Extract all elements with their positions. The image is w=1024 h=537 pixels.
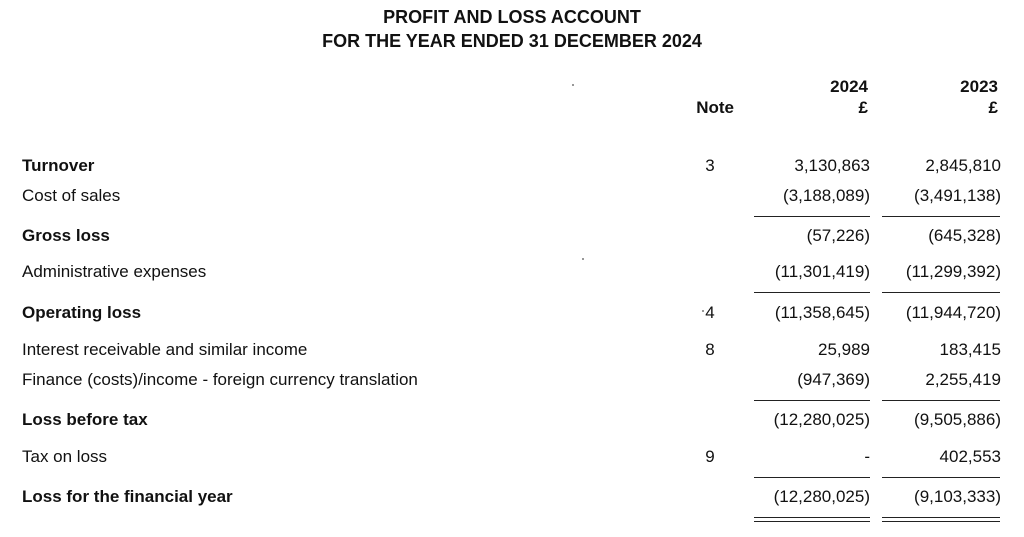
row-prior-value: 2,255,419 — [925, 370, 1001, 389]
subtotal-rule — [754, 400, 870, 401]
current-year-header: 2024 — [830, 77, 868, 96]
row-current-value: 25,989 — [818, 340, 870, 359]
scan-speck — [572, 84, 574, 86]
row-label: Cost of sales — [22, 186, 121, 205]
row-current-value: (57,226) — [806, 226, 870, 245]
scan-speck — [702, 310, 704, 312]
scan-speck — [582, 258, 584, 260]
prior-year-header: 2023 — [960, 77, 998, 96]
table-row — [0, 224, 1024, 248]
row-prior-value: (9,103,333) — [914, 487, 1001, 506]
row-current-value: (3,188,089) — [783, 186, 870, 205]
row-label: Gross loss — [22, 226, 110, 245]
subtotal-rule — [754, 292, 870, 293]
current-year-currency: £ — [858, 98, 868, 117]
row-prior-value: (645,328) — [928, 226, 1001, 245]
statement-period: FOR THE YEAR ENDED 31 DECEMBER 2024 — [322, 31, 702, 51]
row-prior-value: (11,944,720) — [905, 303, 1001, 322]
subtotal-rule — [754, 216, 870, 217]
row-current-value: (11,301,419) — [774, 262, 870, 281]
row-note: 9 — [705, 447, 715, 466]
row-prior-value: (3,491,138) — [914, 186, 1001, 205]
row-current-value: (12,280,025) — [773, 487, 870, 506]
row-current-value: 3,130,863 — [794, 156, 870, 175]
subtotal-rule — [882, 400, 1000, 401]
table-row — [0, 485, 1024, 509]
table-row — [0, 184, 1024, 208]
row-label: Tax on loss — [22, 447, 108, 466]
table-row — [0, 260, 1024, 284]
table-row — [0, 338, 1024, 362]
row-label: Administrative expenses — [22, 262, 207, 281]
table-row — [0, 301, 1024, 325]
row-note: 4 — [705, 303, 715, 322]
subtotal-rule — [882, 292, 1000, 293]
row-prior-value: 2,845,810 — [925, 156, 1001, 175]
row-prior-value: (11,299,392) — [905, 262, 1001, 281]
final-total-double-rule — [754, 517, 870, 522]
prior-year-currency: £ — [988, 98, 998, 117]
row-note: 8 — [705, 340, 715, 359]
statement-title: PROFIT AND LOSS ACCOUNT — [383, 7, 641, 27]
row-label: Operating loss — [22, 303, 142, 322]
subtotal-rule — [882, 216, 1000, 217]
row-label: Loss before tax — [22, 410, 148, 429]
table-row — [0, 408, 1024, 432]
subtotal-rule — [754, 477, 870, 478]
row-prior-value: (9,505,886) — [914, 410, 1001, 429]
final-total-double-rule — [882, 517, 1000, 522]
table-row — [0, 154, 1024, 178]
row-current-value: - — [864, 447, 870, 466]
row-current-value: (12,280,025) — [773, 410, 870, 429]
note-column-header: Note — [696, 98, 734, 117]
row-prior-value: 183,415 — [939, 340, 1001, 359]
table-row — [0, 368, 1024, 392]
row-current-value: (11,358,645) — [774, 303, 870, 322]
row-current-value: (947,369) — [797, 370, 870, 389]
table-row — [0, 445, 1024, 469]
row-label: Loss for the financial year — [22, 487, 233, 506]
subtotal-rule — [882, 477, 1000, 478]
row-label: Turnover — [22, 156, 95, 175]
row-note: 3 — [705, 156, 715, 175]
row-label: Interest receivable and similar income — [22, 340, 308, 359]
row-prior-value: 402,553 — [939, 447, 1001, 466]
row-label: Finance (costs)/income - foreign currency translation — [22, 370, 418, 389]
